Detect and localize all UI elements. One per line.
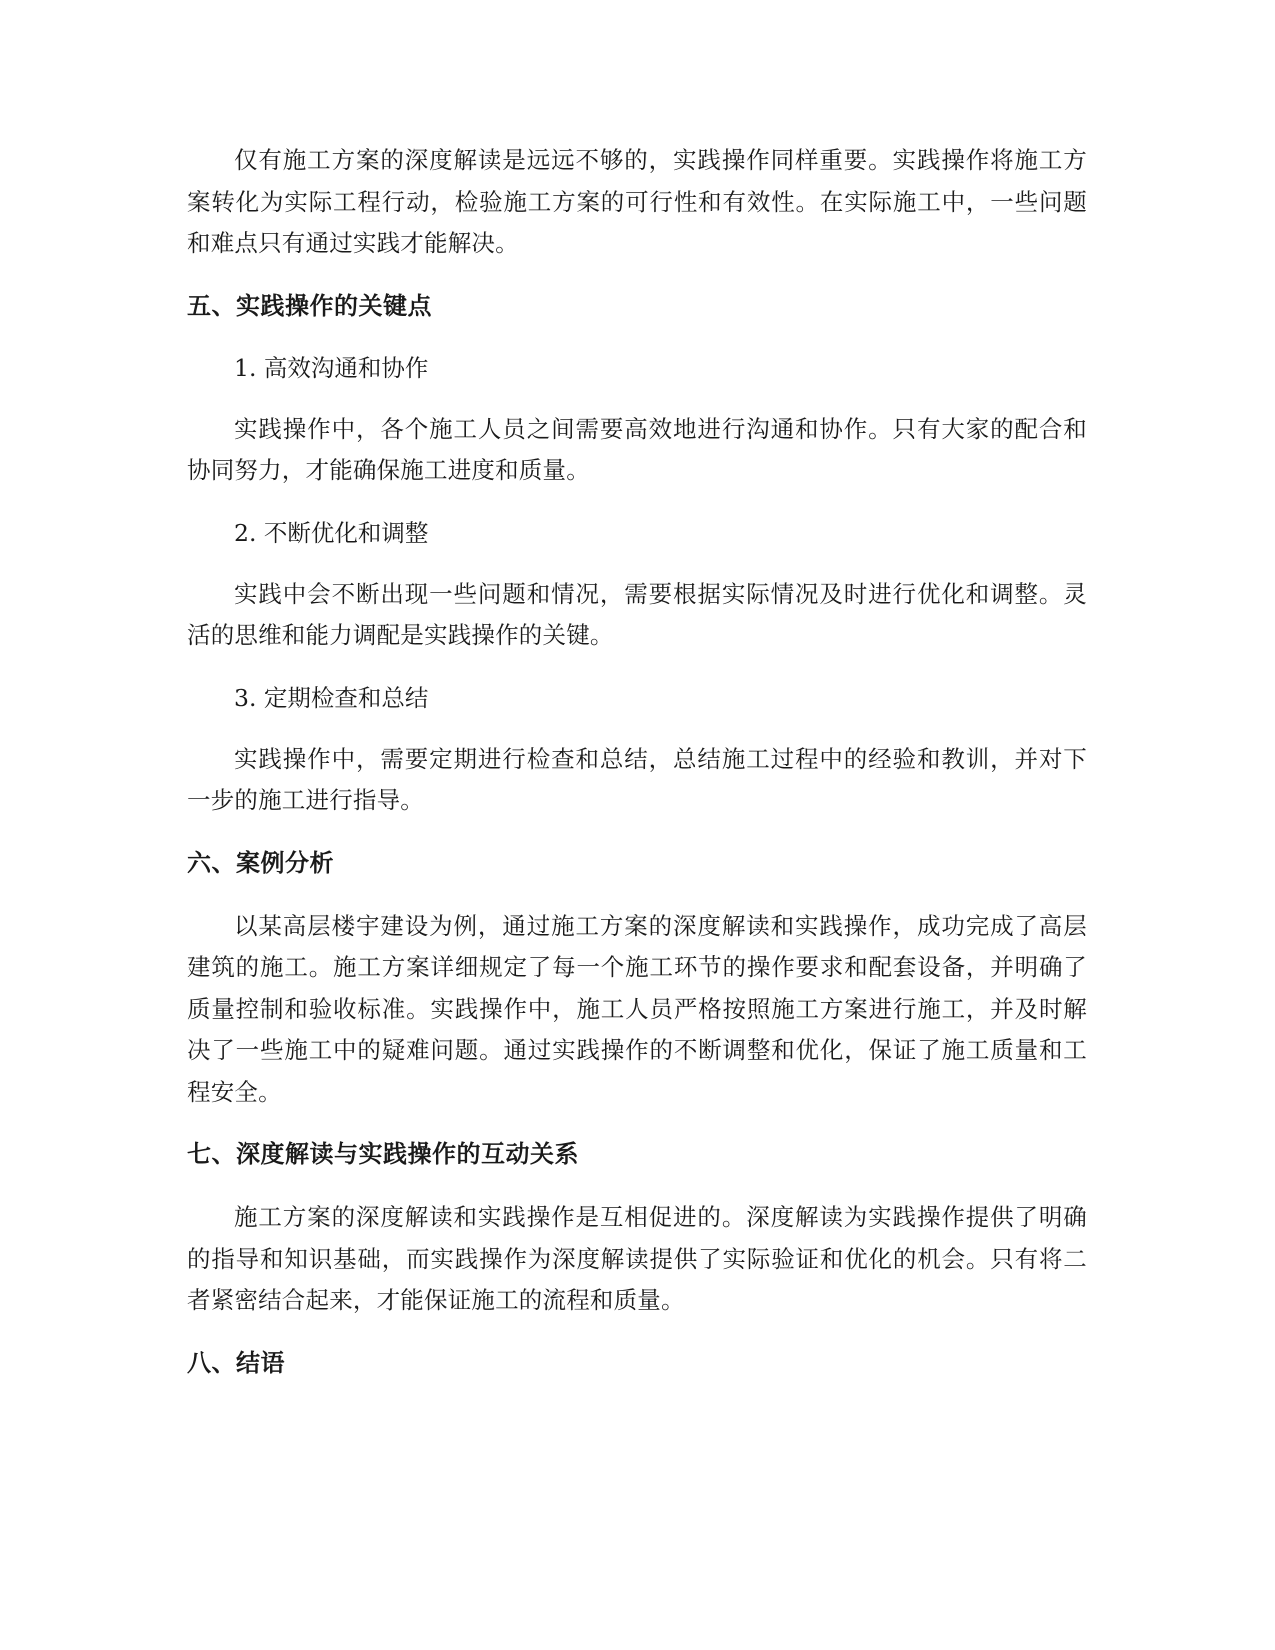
list-item-1: 1. 高效沟通和协作: [234, 353, 429, 382]
document-page: [187, 140, 1087, 1406]
section-heading-8: 八、结语: [187, 1348, 285, 1377]
section-heading-7: 七、深度解读与实践操作的互动关系: [187, 1140, 579, 1168]
paragraph-interaction: 施工方案的深度解读和实践操作是互相促进的。深度解读为实践操作提供了明确的指导和知识基础，而实践操作为深度解读提供了实际验证和优化的机会。只有将二者紧密结合起来，才能保证施工的流程和质量。: [187, 1203, 1087, 1314]
paragraph-review: 实践操作中，需要定期进行检查和总结，总结施工过程中的经验和教训，并对下一步的施工进行指导。: [187, 744, 1087, 814]
paragraph-intro: 仅有施工方案的深度解读是远远不够的，实践操作同样重要。实践操作将施工方案转化为实际工程行动，检验施工方案的可行性和有效性。在实际施工中，一些问题和难点只有通过实践才能解决。: [187, 146, 1087, 257]
section-heading-6: 六、案例分析: [187, 848, 334, 877]
paragraph-case-study: 以某高层楼宇建设为例，通过施工方案的深度解读和实践操作，成功完成了高层建筑的施工。施工方案详细规定了每一个施工环节的操作要求和配套设备，并明确了质量控制和验收标准。实践操作中，施工人员严格按照施工方案进行施工，并及时解决了一些施工中的疑难问题。通过实践操作的不断调整和优化，保证了施工质量和工程安全。: [187, 911, 1087, 1106]
section-heading-5: 五、实践操作的关键点: [187, 291, 432, 320]
paragraph-optimization: 实践中会不断出现一些问题和情况，需要根据实际情况及时进行优化和调整。灵活的思维和能力调配是实践操作的关键。: [187, 579, 1087, 649]
paragraph-communication: 实践操作中，各个施工人员之间需要高效地进行沟通和协作。只有大家的配合和协同努力，才能确保施工进度和质量。: [187, 414, 1087, 484]
list-item-2: 2. 不断优化和调整: [234, 518, 429, 547]
list-item-3: 3. 定期检查和总结: [234, 683, 429, 712]
